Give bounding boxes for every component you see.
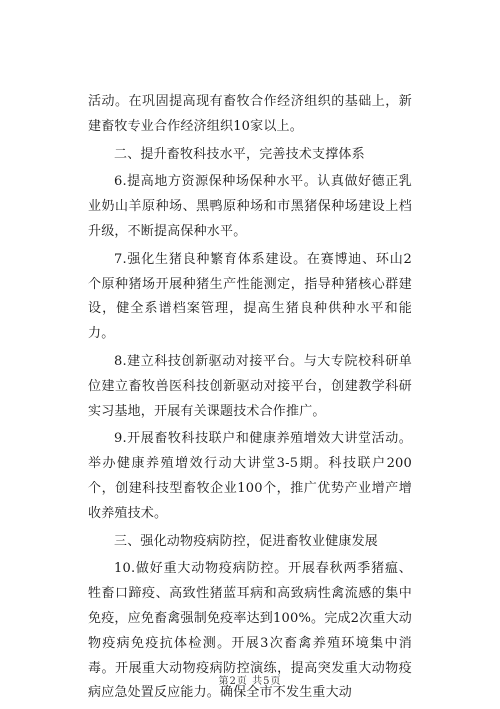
paragraph-continuation: 活动。在巩固提高现有畜牧合作经济组织的基础上，新建畜牧专业合作经济组织10家以上。 xyxy=(88,94,412,134)
paragraph-item-6: 6.提高地方资源保种场保种水平。认真做好德正乳业奶山羊原种场、黑鸭原种场和市黑猪保种场建设上档升级，不断提高保种水平。 xyxy=(88,174,412,239)
paragraph-item-10: 10.做好重大动物疫病防控。开展春秋两季猪瘟、牲畜口蹄疫、高致性猪蓝耳病和高致病性禽流感的集中免疫，应免畜禽强制免疫率达到100%。完成2次重大动物疫病免疫抗体检测。开展3次畜禽养殖环境集中消毒。开展重大动物疫病防控演练，提高突发重大动物疫病应急处置反应能力。确保全市不发生重大动 xyxy=(88,561,412,701)
section-heading-3: 三、强化动物疫病防控，促进畜牧业健康发展 xyxy=(114,533,379,549)
section-heading-2: 二、提升畜牧科技水平，完善技术支撑体系 xyxy=(114,146,365,162)
page-number-footer: 第2页 共5页 xyxy=(218,676,282,687)
paragraph-item-8: 8.建立科技创新驱动对接平台。与大专院校科研单位建立畜牧兽医科技创新驱动对接平台，创建教学科研实习基地，开展有关课题技术合作推广。 xyxy=(88,353,412,419)
paragraph-item-9: 9.开展畜牧科技联户和健康养殖增效大讲堂活动。举办健康养殖增效行动大讲堂3-5期。科技联户200个，创建科技型畜牧企业100个，推广优势产业增产增收养殖技术。 xyxy=(88,431,412,521)
document-body xyxy=(88,90,412,709)
paragraph-item-7: 7.强化生猪良种繁育体系建设。在赛博迪、环山2个原种猪场开展种猪生产性能测定，指导种猪核心群建设，健全系谱档案管理，提高生猪良种供种水平和能力。 xyxy=(88,251,412,342)
